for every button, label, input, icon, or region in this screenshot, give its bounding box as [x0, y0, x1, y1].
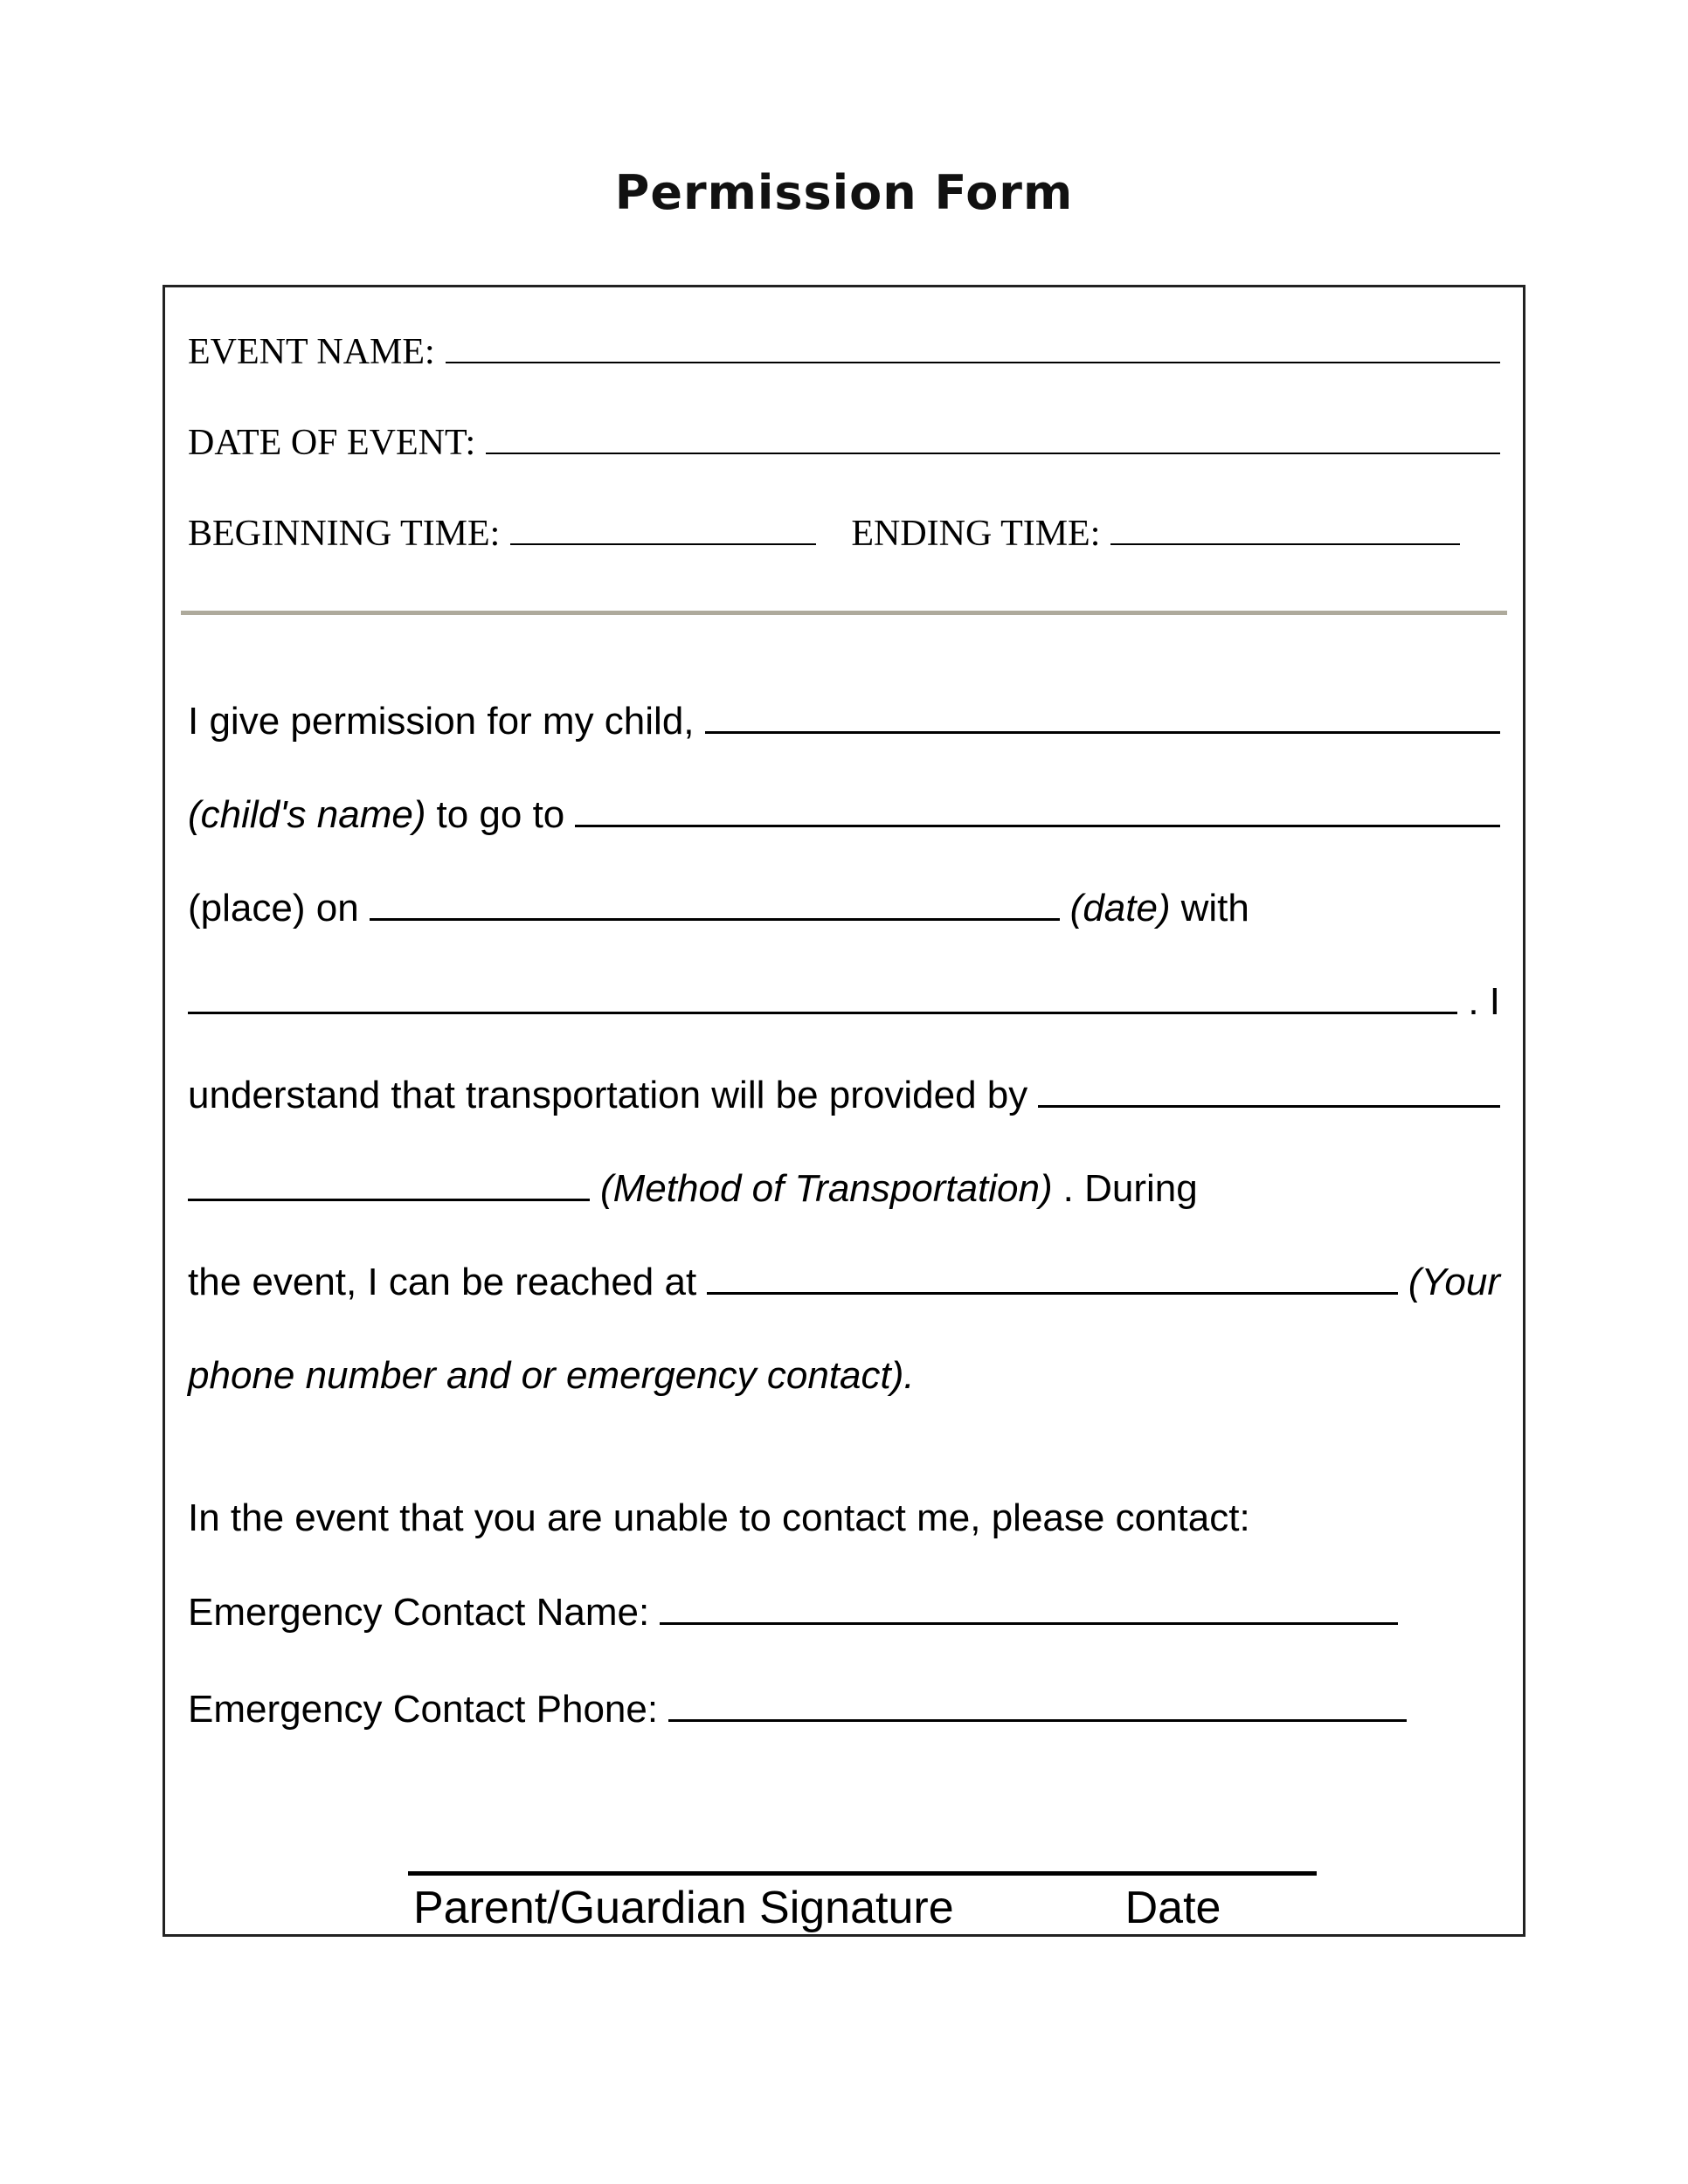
- place-blank[interactable]: [575, 793, 1500, 827]
- your-phone-hint-start: (Your: [1408, 1261, 1500, 1303]
- emergency-name-label: Emergency Contact Name:: [188, 1591, 650, 1634]
- companion-blank[interactable]: [188, 980, 1457, 1014]
- emergency-phone-blank[interactable]: [668, 1688, 1407, 1722]
- transportation-hint: (Method of Transportation): [600, 1167, 1053, 1210]
- page-title: Permission Form: [614, 165, 1074, 220]
- ending-time-label: ENDING TIME:: [851, 514, 1101, 554]
- date-of-event-blank[interactable]: [486, 421, 1500, 454]
- transportation-blank-1[interactable]: [1038, 1074, 1500, 1108]
- date-of-event-label: DATE OF EVENT:: [188, 423, 476, 463]
- beginning-time-label: BEGINNING TIME:: [188, 514, 501, 554]
- date-blank[interactable]: [370, 887, 1060, 921]
- times-row: [188, 511, 1500, 556]
- paragraph-line-3: [188, 885, 1500, 932]
- paragraph-line-6: [188, 1165, 1500, 1213]
- emergency-intro-row: [188, 1495, 1500, 1542]
- paragraph-line-1: [188, 698, 1500, 745]
- emergency-name-blank[interactable]: [660, 1591, 1398, 1625]
- paragraph-line-8: [188, 1352, 1500, 1400]
- emergency-name-row: [188, 1589, 1500, 1636]
- signature-labels-row: [408, 1883, 1317, 1933]
- paragraph-line-5: [188, 1072, 1500, 1119]
- event-name-label: EVENT NAME:: [188, 332, 435, 372]
- date-label: Date: [1124, 1883, 1221, 1933]
- date-hint: (date): [1069, 887, 1171, 930]
- form-box: [163, 285, 1525, 1937]
- signature-line[interactable]: [408, 1871, 1317, 1876]
- child-name-hint: (child's name): [188, 793, 426, 836]
- line4-text: . I: [1468, 980, 1500, 1023]
- paragraph-line-2: [188, 791, 1500, 839]
- emergency-phone-label: Emergency Contact Phone:: [188, 1688, 659, 1731]
- place-hint-text: (place) on: [188, 887, 359, 930]
- paragraph-line-7: [188, 1259, 1500, 1306]
- line2-text: to go to: [436, 793, 565, 836]
- date-of-event-row: [188, 420, 1500, 466]
- your-phone-hint-end: phone number and or emergency contact).: [188, 1354, 915, 1397]
- transportation-blank-2[interactable]: [188, 1167, 590, 1201]
- event-name-row: [188, 329, 1500, 375]
- event-name-blank[interactable]: [446, 330, 1500, 363]
- child-name-blank[interactable]: [705, 700, 1500, 734]
- line6-text: . During: [1062, 1167, 1198, 1210]
- line1-text: I give permission for my child,: [188, 700, 695, 743]
- line3-text: with: [1180, 887, 1249, 930]
- section-divider: [181, 611, 1507, 615]
- ending-time-blank[interactable]: [1110, 512, 1460, 545]
- signature-label: Parent/Guardian Signature: [413, 1883, 954, 1933]
- beginning-time-blank[interactable]: [510, 512, 816, 545]
- paragraph-line-4: [188, 978, 1500, 1026]
- emergency-phone-row: [188, 1686, 1500, 1733]
- reach-phone-blank[interactable]: [707, 1261, 1398, 1295]
- line7-text: the event, I can be reached at: [188, 1261, 697, 1303]
- emergency-intro-text: In the event that you are unable to contact me, please contact:: [188, 1496, 1250, 1539]
- line5-text: understand that transportation will be provided by: [188, 1074, 1028, 1116]
